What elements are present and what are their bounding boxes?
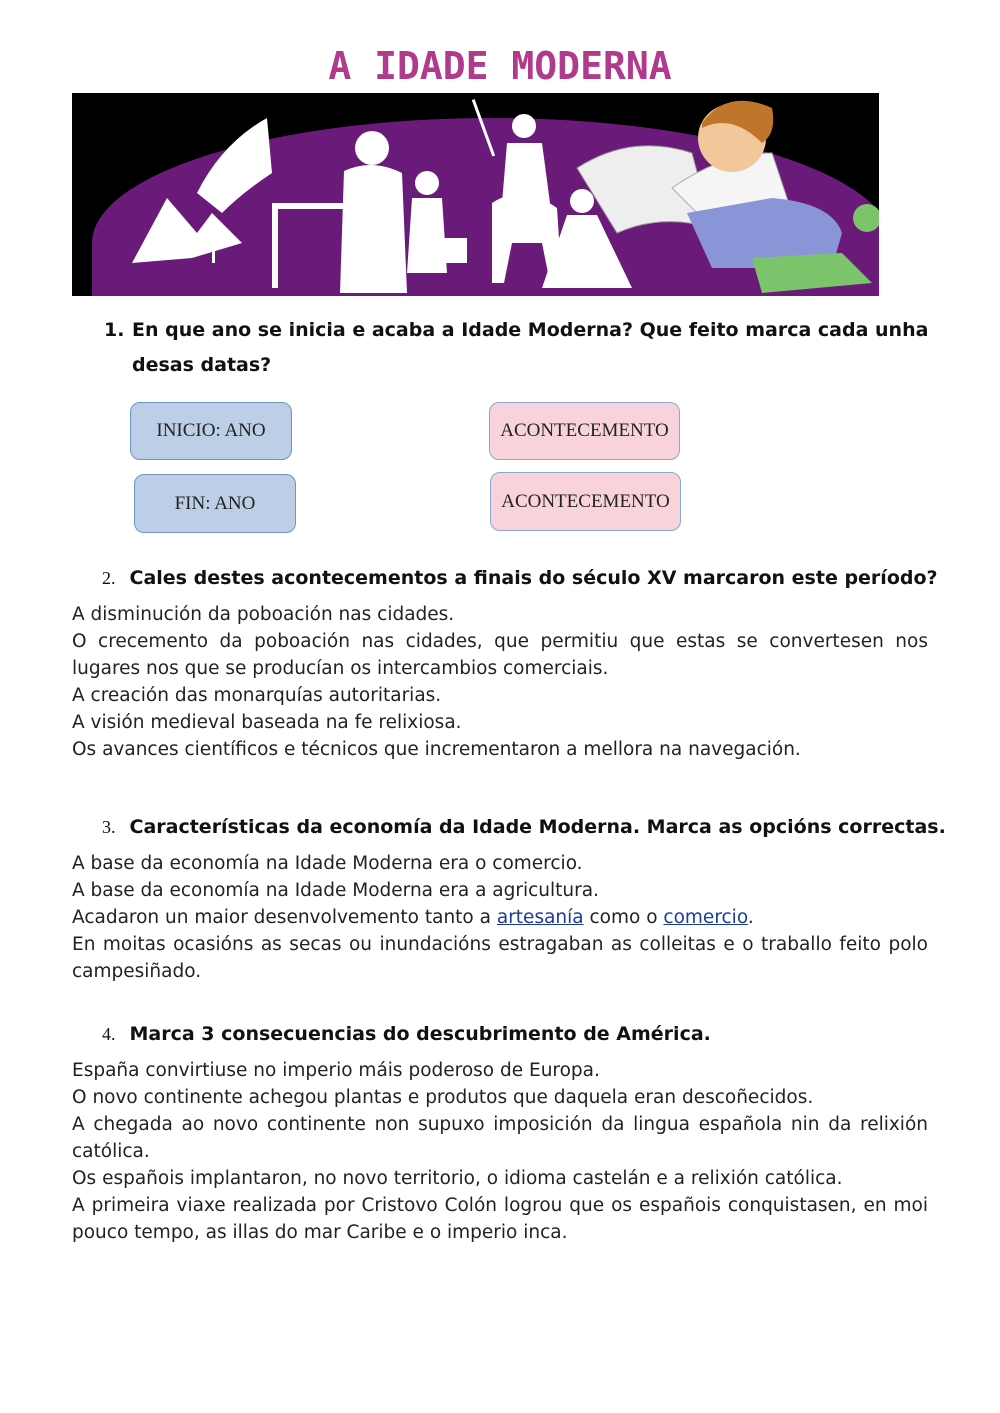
answer-option[interactable] — [72, 904, 928, 931]
answer-option[interactable]: Os españois implantaron, no novo territorio, o idioma castelán e a relixión católica. — [72, 1168, 843, 1189]
page-title: A IDADE MODERNA — [328, 44, 672, 88]
answer-option[interactable]: A primeira viaxe realizada por Cristovo Colón logrou que os españois conquistasen, en moi pouco tempo, as illas do mar Caribe e o imperio inca. — [72, 1195, 928, 1243]
answer-option[interactable]: A base da economía na Idade Moderna era o comercio. — [72, 853, 583, 874]
question-2 — [102, 561, 938, 596]
answer-option[interactable]: A base da economía na Idade Moderna era a agricultura. — [72, 880, 599, 901]
comercio-link[interactable]: comercio — [663, 907, 748, 928]
answer-option[interactable]: A creación das monarquías autoritarias. — [72, 685, 442, 706]
answer-option[interactable]: Os avances científicos e técnicos que incrementaron a mellora na navegación. — [72, 739, 801, 760]
question-2-number: 2. — [102, 568, 116, 588]
end-year-answer-box[interactable]: FIN: ANO — [134, 474, 296, 533]
answer-option[interactable]: A chegada ao novo continente non supuxo imposición da lingua española nin da relixión católica. — [72, 1114, 928, 1162]
question-3-number: 3. — [102, 817, 116, 837]
artesania-link[interactable]: artesanía — [496, 907, 584, 928]
question-4-text: Marca 3 consecuencias do descubrimento de América. — [129, 1023, 711, 1045]
answer-option[interactable]: En moitas ocasións as secas ou inundacións estragaban as colleitas e o traballo feito polo campesiñado. — [72, 934, 928, 982]
answer-option[interactable]: España convirtiuse no imperio máis poderoso de Europa. — [72, 1060, 600, 1081]
start-year-answer-box[interactable]: INICIO: ANO — [130, 402, 292, 460]
end-event-answer-box[interactable]: ACONTECEMENTO — [490, 472, 681, 531]
answer-option[interactable]: O novo continente achegou plantas e produtos que daquela eran descoñecidos. — [72, 1087, 814, 1108]
question-4 — [102, 1017, 711, 1052]
question-1 — [104, 313, 934, 383]
answer-option[interactable]: A visión medieval baseada na fe relixiosa. — [72, 712, 462, 733]
option-text: . — [747, 907, 754, 928]
question-1-text: En que ano se inicia e acaba a Idade Moderna? Que feito marca cada unha desas datas? — [132, 319, 929, 376]
answer-option[interactable]: A disminución da poboación nas cidades. — [72, 604, 455, 625]
question-1-number: 1. — [104, 319, 125, 341]
question-3-options — [72, 850, 928, 985]
option-text: Acadaron un maior desenvolvemento tanto a — [72, 907, 497, 928]
question-4-options — [72, 1057, 928, 1246]
answer-option[interactable]: O crecemento da poboación nas cidades, que permitiu que estas se convertesen nos lugares nos que se producían os intercambios comerciais. — [72, 631, 928, 679]
banner-illustration — [72, 93, 879, 296]
question-2-options — [72, 601, 928, 763]
question-3 — [102, 810, 946, 845]
option-text: como o — [583, 907, 664, 928]
question-2-text: Cales destes acontecementos a finais do século XV marcaron este período? — [129, 567, 938, 589]
question-3-text: Características da economía da Idade Moderna. Marca as opcións correctas. — [129, 816, 946, 838]
question-4-number: 4. — [102, 1024, 116, 1044]
start-event-answer-box[interactable]: ACONTECEMENTO — [489, 402, 680, 460]
